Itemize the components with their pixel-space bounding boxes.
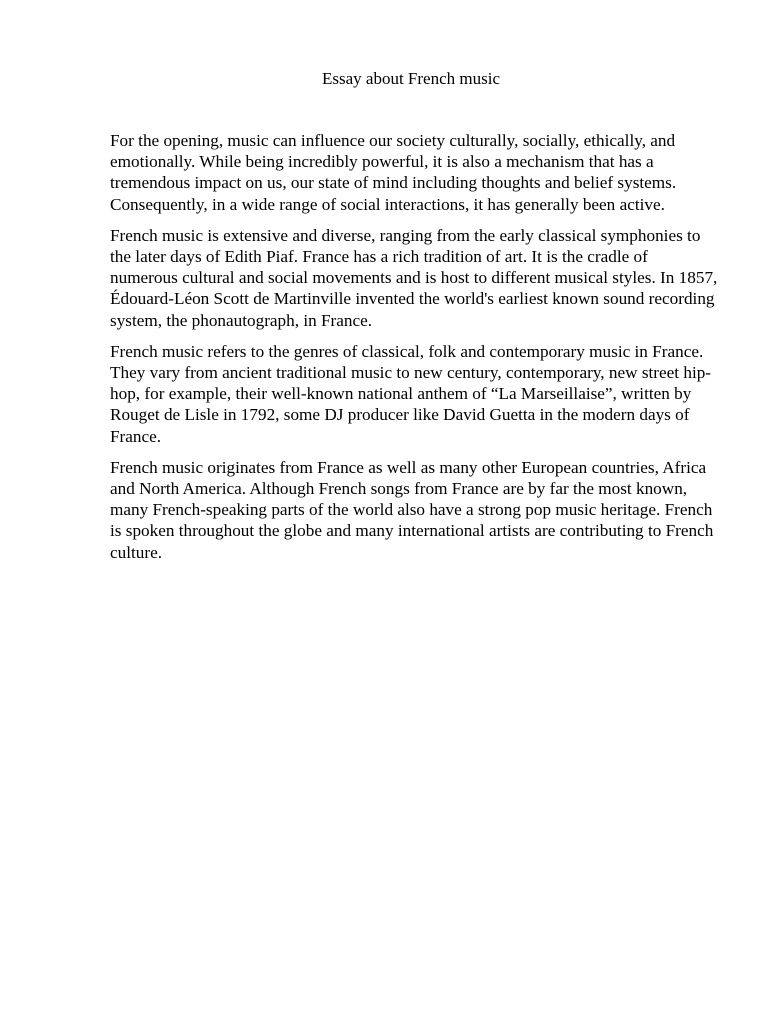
document-body [110,130,718,573]
document-title: Essay about French music [322,69,500,88]
paragraph-2: French music is extensive and diverse, ranging from the early classical symphonies to the later days of Edith Piaf. France has a rich tradition of art. It is the cradle of numerous cultural and social movements and is host to different musical styles. In 1857, Édouard-Léon Scott de Martinville invented the world's earliest known sound recording system, the phonautograph, in France. [110,225,718,330]
paragraph-4: French music originates from France as well as many other European countries, Africa and North America. Although French songs from France are by far the most known, many French-speaking parts of the world also have a strong pop music heritage. French is spoken throughout the globe and many international artists are contributing to French culture. [110,457,714,562]
paragraph-1: For the opening, music can influence our society culturally, socially, ethically, and emotionally. While being incredibly powerful, it is also a mechanism that has a tremendous impact on us, our state of mind including thoughts and belief systems. Consequently, in a wide range of social interactions, it has generally been active. [110,131,677,214]
paragraph-3: French music refers to the genres of classical, folk and contemporary music in France. They vary from ancient traditional music to new century, contemporary, new street hip-hop, for example, their well-known national anthem of “La Marseillaise”, written by Rouget de Lisle in 1792, some DJ producer like David Guetta in the modern days of France. [110,341,712,446]
